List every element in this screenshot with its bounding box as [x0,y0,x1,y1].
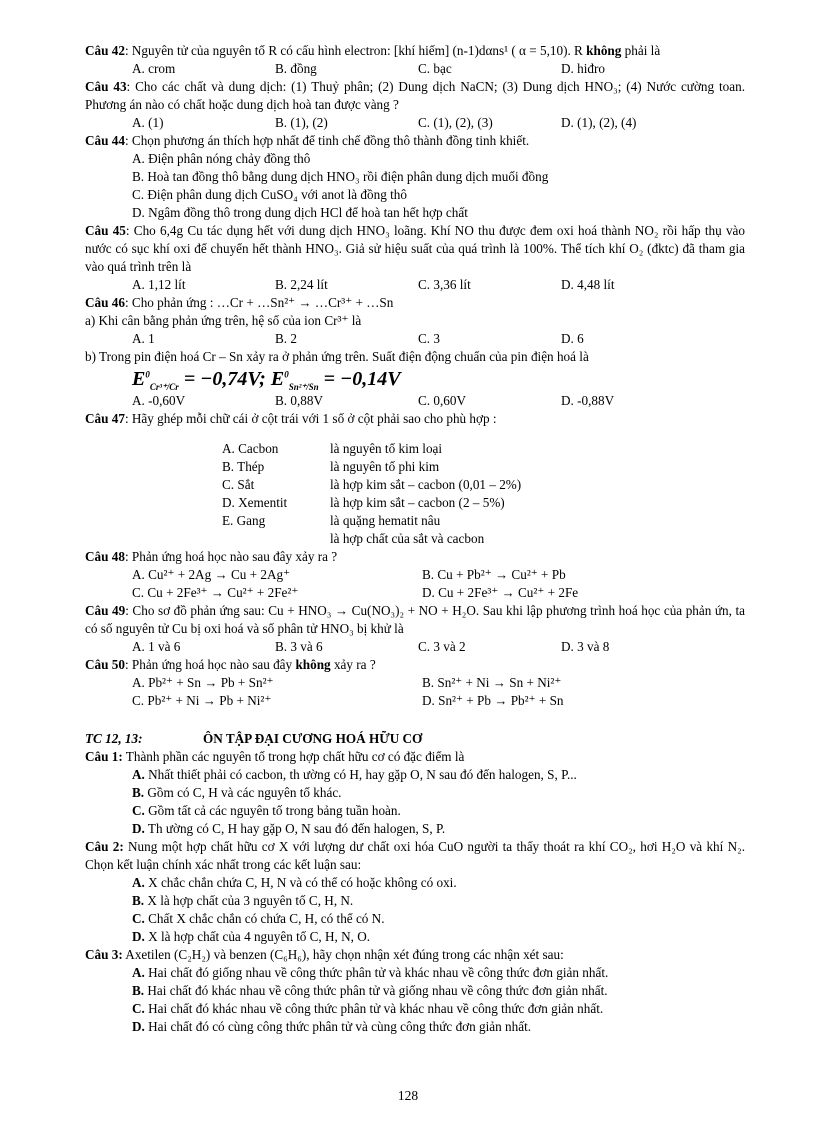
option-c[interactable]: C. Hai chất đó khác nhau về công thức phân tử và khác nhau về công thức đơn giản nhất. [132,1001,604,1016]
option-d[interactable]: D. Sn²⁺ + Pb → Pb²⁺ + Sn [422,693,564,708]
question-1: Câu 1: Thành phần các nguyên tố trong hợp chất hữu cơ có đặc điểm là [85,749,465,764]
question-2: Câu 2: Nung một hợp chất hữu cơ X với lượng dư chất oxi hóa CuO người ta thấy thoát ra khí CO₂, hơi H₂O và khí N₂. Chọn kết luận chính xác nhất trong các kết luận sau: [85,839,746,872]
option-c[interactable]: C. 3,36 lít [418,277,471,292]
option-a[interactable]: A. (1) [132,115,164,130]
option-d[interactable]: D. Ngâm đồng thô trong dung dịch HCl để hoà tan hết hợp chất [132,205,468,220]
matching-table [85,440,745,548]
question-label: Câu 46 [85,295,125,310]
right-item: là hợp chất của sắt và cacbon [330,531,485,546]
page-number: 128 [397,1088,419,1103]
question-label: Câu 45 [85,223,126,238]
option-b[interactable]: B. Hai chất đó khác nhau về công thức phân tử và giống nhau về công thức đơn giản nhất. [132,983,608,998]
question-label: Câu 44 [85,133,125,148]
section-title: ÔN TẬP ĐẠI CƯƠNG HOÁ HỮU CƠ [203,731,423,746]
left-item: C. Sắt [222,477,255,492]
option-c[interactable]: C. 3 và 2 [418,639,466,654]
option-b[interactable]: B. Gồm có C, H và các nguyên tố khác. [132,785,342,800]
option-d[interactable]: D. X là hợp chất của 4 nguyên tố C, H, N, O. [132,929,371,944]
answer-options [85,276,745,294]
left-item: D. Xementit [222,495,288,510]
option-c[interactable]: C. Điện phân dung dịch CuSO₄ với anot là đồng thô [132,187,407,202]
question-48: Câu 48: Phản ứng hoá học nào sau đây xảy ra ? [85,549,338,564]
answer-options [85,114,745,132]
right-item: là hợp kim sắt – cacbon (0,01 – 2%) [330,477,522,492]
answer-options [85,638,745,656]
question-46: Câu 46: Cho phản ứng : …Cr + …Sn²⁺ → …Cr³⁺ + …Sn [85,295,394,310]
option-a[interactable]: A. Pb²⁺ + Sn → Pb + Sn²⁺ [132,675,274,690]
page-content [85,42,745,1036]
question-label: Câu 42 [85,43,125,58]
option-c[interactable]: C. 3 [418,331,440,346]
question-47: Câu 47: Hãy ghép mỗi chữ cái ở cột trái với 1 số ở cột phải sao cho phù hợp : [85,411,497,426]
question-3: Câu 3: Axetilen (C₂H₂) và benzen (C₆H₆), hãy chọn nhận xét đúng trong các nhận xét sau: [85,947,564,962]
answer-options [85,330,745,348]
question-label: Câu 3: [85,947,123,962]
option-c[interactable]: C. 0,60V [418,393,466,408]
question-label: Câu 48 [85,549,125,564]
option-c[interactable]: C. Chất X chắc chắn có chứa C, H, có thể có N. [132,911,385,926]
question-44: Câu 44: Chọn phương án thích hợp nhất để tinh chế đồng thô thành đồng tinh khiết. [85,133,530,148]
question-label: Câu 50 [85,657,125,672]
question-46a: a) Khi cân bằng phản ứng trên, hệ số của ion Cr³⁺ là [85,313,362,328]
option-b[interactable]: B. Sn²⁺ + Ni → Sn + Ni²⁺ [422,675,562,690]
question-46b: b) Trong pin điện hoá Cr – Sn xảy ra ở phản ứng trên. Suất điện động chuẩn của pin điện hoá là [85,349,589,364]
left-item: A. Cacbon [222,441,279,456]
question-49: Câu 49: Cho sơ đồ phản ứng sau: Cu + HNO₃ → Cu(NO₃)₂ + NO + H₂O. Sau khi lập phương trình hoá học của phản ứn, ta có số nguyên tử Cu bị oxi hoá và số phân tử HNO₃ bị khử là [85,603,745,636]
option-a[interactable]: A. crom [132,61,176,76]
option-b[interactable]: B. 2,24 lít [275,277,328,292]
option-c[interactable]: C. Gồm tất cả các nguyên tố trong bảng tuần hoàn. [132,803,401,818]
question-label: Câu 2: [85,839,124,854]
question-label: Câu 47 [85,411,125,426]
right-item: là nguyên tố phi kim [330,459,440,474]
section-heading [85,730,745,748]
option-d[interactable]: D. Hai chất đó có cùng công thức phân tử và cùng công thức đơn giản nhất. [132,1019,532,1034]
option-c[interactable]: C. Cu + 2Fe³⁺ → Cu²⁺ + 2Fe²⁺ [132,585,299,600]
option-a[interactable]: A. X chắc chắn chứa C, H, N và có thể có hoặc không có oxi. [132,875,457,890]
question-50: Câu 50: Phản ứng hoá học nào sau đây không xảy ra ? [85,657,376,672]
option-c[interactable]: C. (1), (2), (3) [418,115,493,130]
left-item [222,530,330,548]
option-a[interactable]: A. 1 [132,331,155,346]
option-d[interactable]: D. -0,88V [561,393,615,408]
option-b[interactable]: B. đồng [275,61,317,76]
option-d[interactable]: D. Cu + 2Fe³⁺ → Cu²⁺ + 2Fe [422,585,579,600]
option-a[interactable]: A. Điện phân nóng chảy đồng thô [132,151,311,166]
option-c[interactable]: C. bạc [418,61,452,76]
option-d[interactable]: D. 4,48 lít [561,277,615,292]
option-d[interactable]: D. (1), (2), (4) [561,115,637,130]
left-item: B. Thép [222,459,265,474]
option-b[interactable]: B. 0,88V [275,393,323,408]
option-a[interactable]: A. 1 và 6 [132,639,181,654]
option-c[interactable]: C. Pb²⁺ + Ni → Pb + Ni²⁺ [132,693,272,708]
left-item: E. Gang [222,513,266,528]
option-a[interactable]: A. 1,12 lít [132,277,186,292]
option-b[interactable]: B. X là hợp chất của 3 nguyên tố C, H, N. [132,893,354,908]
option-a[interactable]: A. Nhất thiết phải có cacbon, th ường có H, hay gặp O, N sau đó đến halogen, S, P... [132,767,577,782]
section-code: TC 12, 13: [85,731,143,746]
option-b[interactable]: B. 2 [275,331,297,346]
question-42: Câu 42: Nguyên tử của nguyên tố R có cấu hình electron: [khí hiếm] (n-1)dαns¹ ( α = 5,10). R không phải là [85,43,661,58]
answer-options [85,392,745,410]
right-item: là nguyên tố kim loại [330,441,443,456]
option-d[interactable]: D. Th ường có C, H hay gặp O, N sau đó đến halogen, S, P. [132,821,446,836]
option-b[interactable]: B. (1), (2) [275,115,328,130]
option-d[interactable]: D. hiđro [561,61,605,76]
answer-options [85,60,745,78]
answer-options [85,674,745,710]
question-45: Câu 45: Cho 6,4g Cu tác dụng hết với dung dịch HNO₃ loãng. Khí NO thu được đem oxi hoá thành NO₂ rồi hấp thụ vào nước có sục khí oxi để chuyển hết thành HNO₃. Giả sử hiệu suất của quá trình là 100%. Thể tích khí O₂ (đktc) đã tham gia vào quá trình trên là [85,223,746,274]
option-b[interactable]: B. Hoà tan đồng thô bằng dung dịch HNO₃ rồi điện phân dung dịch muối đồng [132,169,549,184]
standard-potential-formula: $E^0_{Cr^{3+}/Cr} = -0,74V$; $E^0_{Sn^{2+}/Sn} = -0,14V$ [132,368,401,392]
answer-options [85,566,745,602]
option-a[interactable]: A. Hai chất đó giống nhau về công thức phân tử và khác nhau về công thức đơn giản nhất. [132,965,609,980]
question-label: Câu 49 [85,603,126,618]
option-a[interactable]: A. Cu²⁺ + 2Ag → Cu + 2Ag⁺ [132,567,291,582]
question-43: Câu 43: Cho các chất và dung dịch: (1) Thuỷ phân; (2) Dung dịch NaCN; (3) Dung dịch HNO₃; (4) Nước cường toan. Phương án nào có chất hoặc dung dịch hoà tan được vàng ? [85,79,746,112]
right-item: là quặng hematit nâu [330,513,441,528]
option-b[interactable]: B. Cu + Pb²⁺ → Cu²⁺ + Pb [422,567,566,582]
question-label: Câu 43 [85,79,127,94]
question-label: Câu 1: [85,749,123,764]
option-d[interactable]: D. 6 [561,331,584,346]
option-a[interactable]: A. -0,60V [132,393,186,408]
option-d[interactable]: D. 3 và 8 [561,639,610,654]
option-b[interactable]: B. 3 và 6 [275,639,323,654]
right-item: là hợp kim sắt – cacbon (2 – 5%) [330,495,505,510]
